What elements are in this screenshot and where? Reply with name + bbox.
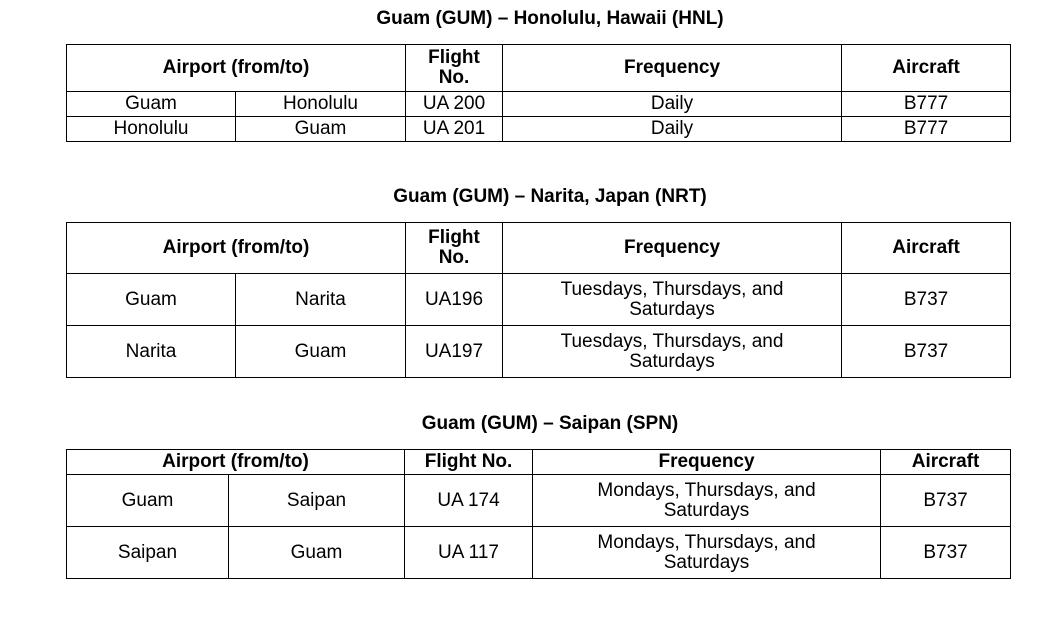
header-row bbox=[67, 45, 1011, 92]
frequency-header: Frequency bbox=[533, 450, 881, 475]
from-cell: Guam bbox=[67, 475, 229, 527]
frequency-cell: Tuesdays, Thursdays, and Saturdays bbox=[503, 326, 842, 378]
table-row bbox=[67, 475, 1011, 527]
airport-header: Airport (from/to) bbox=[67, 45, 406, 92]
from-cell: Saipan bbox=[67, 527, 229, 579]
flight-cell: UA 201 bbox=[406, 117, 503, 142]
flight-cell: UA 200 bbox=[406, 92, 503, 117]
to-cell: Guam bbox=[236, 326, 406, 378]
flight-cell: UA196 bbox=[406, 274, 503, 326]
aircraft-cell: B737 bbox=[881, 527, 1011, 579]
flight-cell: UA 117 bbox=[405, 527, 533, 579]
table-row bbox=[67, 527, 1011, 579]
frequency-cell: Daily bbox=[503, 92, 842, 117]
flight-cell: UA197 bbox=[406, 326, 503, 378]
airport-header: Airport (from/to) bbox=[67, 450, 405, 475]
table-row bbox=[67, 117, 1011, 142]
aircraft-cell: B777 bbox=[842, 92, 1011, 117]
flight-header: Flight No. bbox=[406, 223, 503, 274]
table-3-title: Guam (GUM) – Saipan (SPN) bbox=[421, 413, 679, 434]
to-cell: Guam bbox=[236, 117, 406, 142]
flight-cell: UA 174 bbox=[405, 475, 533, 527]
schedule-table-narita bbox=[66, 222, 1011, 378]
to-cell: Narita bbox=[236, 274, 406, 326]
frequency-cell: Tuesdays, Thursdays, and Saturdays bbox=[503, 274, 842, 326]
from-cell: Guam bbox=[67, 274, 236, 326]
schedule-table-honolulu bbox=[66, 44, 1011, 142]
aircraft-header: Aircraft bbox=[842, 45, 1011, 92]
flight-header: Flight No. bbox=[406, 45, 503, 92]
airport-header: Airport (from/to) bbox=[67, 223, 406, 274]
header-row bbox=[67, 223, 1011, 274]
aircraft-cell: B737 bbox=[842, 326, 1011, 378]
aircraft-cell: B737 bbox=[842, 274, 1011, 326]
aircraft-header: Aircraft bbox=[842, 223, 1011, 274]
to-cell: Saipan bbox=[229, 475, 405, 527]
table-1-title: Guam (GUM) – Honolulu, Hawaii (HNL) bbox=[376, 8, 724, 29]
to-cell: Honolulu bbox=[236, 92, 406, 117]
schedule-table-saipan bbox=[66, 449, 1011, 579]
frequency-header: Frequency bbox=[503, 223, 842, 274]
frequency-header: Frequency bbox=[503, 45, 842, 92]
aircraft-cell: B737 bbox=[881, 475, 1011, 527]
table-row bbox=[67, 274, 1011, 326]
from-cell: Honolulu bbox=[67, 117, 236, 142]
aircraft-header: Aircraft bbox=[881, 450, 1011, 475]
header-row bbox=[67, 450, 1011, 475]
aircraft-cell: B777 bbox=[842, 117, 1011, 142]
frequency-cell: Daily bbox=[503, 117, 842, 142]
table-row bbox=[67, 92, 1011, 117]
frequency-cell: Mondays, Thursdays, and Saturdays bbox=[533, 527, 881, 579]
from-cell: Guam bbox=[67, 92, 236, 117]
frequency-cell: Mondays, Thursdays, and Saturdays bbox=[533, 475, 881, 527]
to-cell: Guam bbox=[229, 527, 405, 579]
from-cell: Narita bbox=[67, 326, 236, 378]
table-2-title: Guam (GUM) – Narita, Japan (NRT) bbox=[393, 186, 707, 207]
flight-header: Flight No. bbox=[405, 450, 533, 475]
table-row bbox=[67, 326, 1011, 378]
